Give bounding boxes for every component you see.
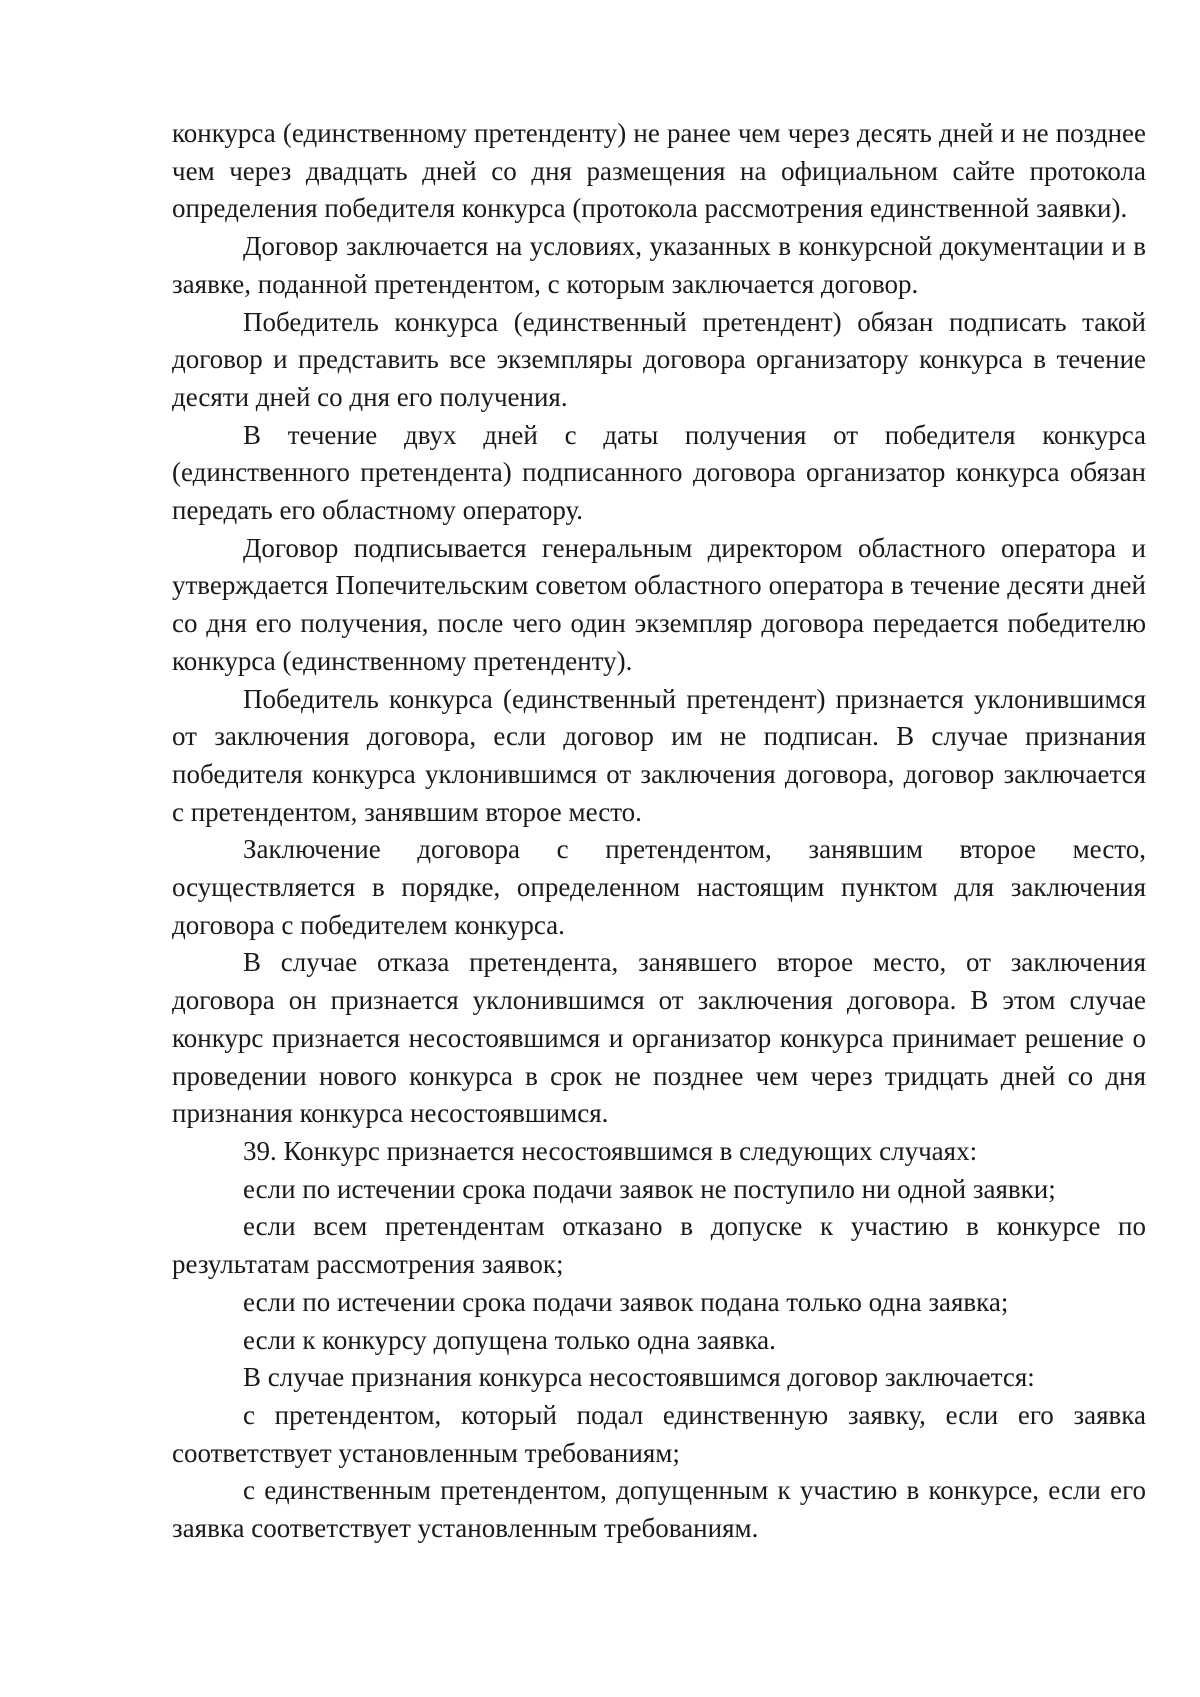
paragraph-winner-obligation: Победитель конкурса (единственный претендент) обязан подписать такой договор и представить все экземпляры договора организатору конкурса в течение десяти дней со дня его получения. [172,306,1146,412]
paragraph-case-one-bid: если по истечении срока подачи заявок подана только одна заявка; [243,1286,1009,1317]
paragraph-contract-signing: Договор подписывается генеральным директором областного оператора и утверждается Попечительским советом областного оператора в течение десяти дней со дня его получения, после чего один экземпляр договора передается победителю конкурса (единственному претенденту). [172,532,1146,676]
paragraph-case-all-rejected: если всем претендентам отказано в допуске к участию в конкурсе по результатам рассмотрения заявок; [172,1211,1146,1280]
paragraph-evasion: Победитель конкурса (единственный претендент) признается уклонившимся от заключения договора, если договор им не подписан. В случае признания победителя конкурса уклонившимся от заключения договора, договор заключается с претендентом, занявшим второе место. [172,683,1146,827]
paragraph-refusal: В случае отказа претендента, занявшего второе место, от заключения договора он признается уклонившимся от заключения договора. В этом случае конкурс признается несостоявшимся и организатор конкурса принимает решение о проведении нового конкурса в срок не позднее чем через тридцать дней со дня признания конкурса несостоявшимся. [172,947,1146,1129]
paragraph-single-bidder: с претендентом, который подал единственную заявку, если его заявка соответствует установленным требованиям; [172,1399,1146,1468]
paragraph-contract-terms: Договор заключается на условиях, указанных в конкурсной документации и в заявке, поданной претендентом, с которым заключается договор. [172,231,1146,299]
paragraph-case-no-bids: если по истечении срока подачи заявок не поступило ни одной заявки; [243,1173,1056,1204]
paragraph-transfer-to-operator: В течение двух дней с даты получения от победителя конкурса (единственного претендента) подписанного договора организатор конкурса обязан передать его областному оператору. [172,419,1146,526]
paragraph-failed-contract: В случае признания конкурса несостоявшимся договор заключается: [243,1362,1035,1393]
paragraph-single-admitted: с единственным претендентом, допущенным к участию в конкурсе, если его заявка соответствует установленным требованиям. [172,1475,1146,1544]
paragraph-second-place: Заключение договора с претендентом, занявшим второе место, осуществляется в порядке, определенном настоящим пунктом для заключения договора с победителем конкурса. [172,834,1146,940]
paragraph-continuation: конкурса (единственному претенденту) не ранее чем через десять дней и не позднее чем через двадцать дней со дня размещения на официальном сайте протокола определения победителя конкурса (протокола рассмотрения единственной заявки). [172,118,1146,224]
document-page [172,115,1146,1548]
paragraph-case-one-admitted: если к конкурсу допущена только одна заявка. [243,1324,776,1355]
paragraph-item-39: 39. Конкурс признается несостоявшимся в следующих случаях: [243,1135,978,1166]
